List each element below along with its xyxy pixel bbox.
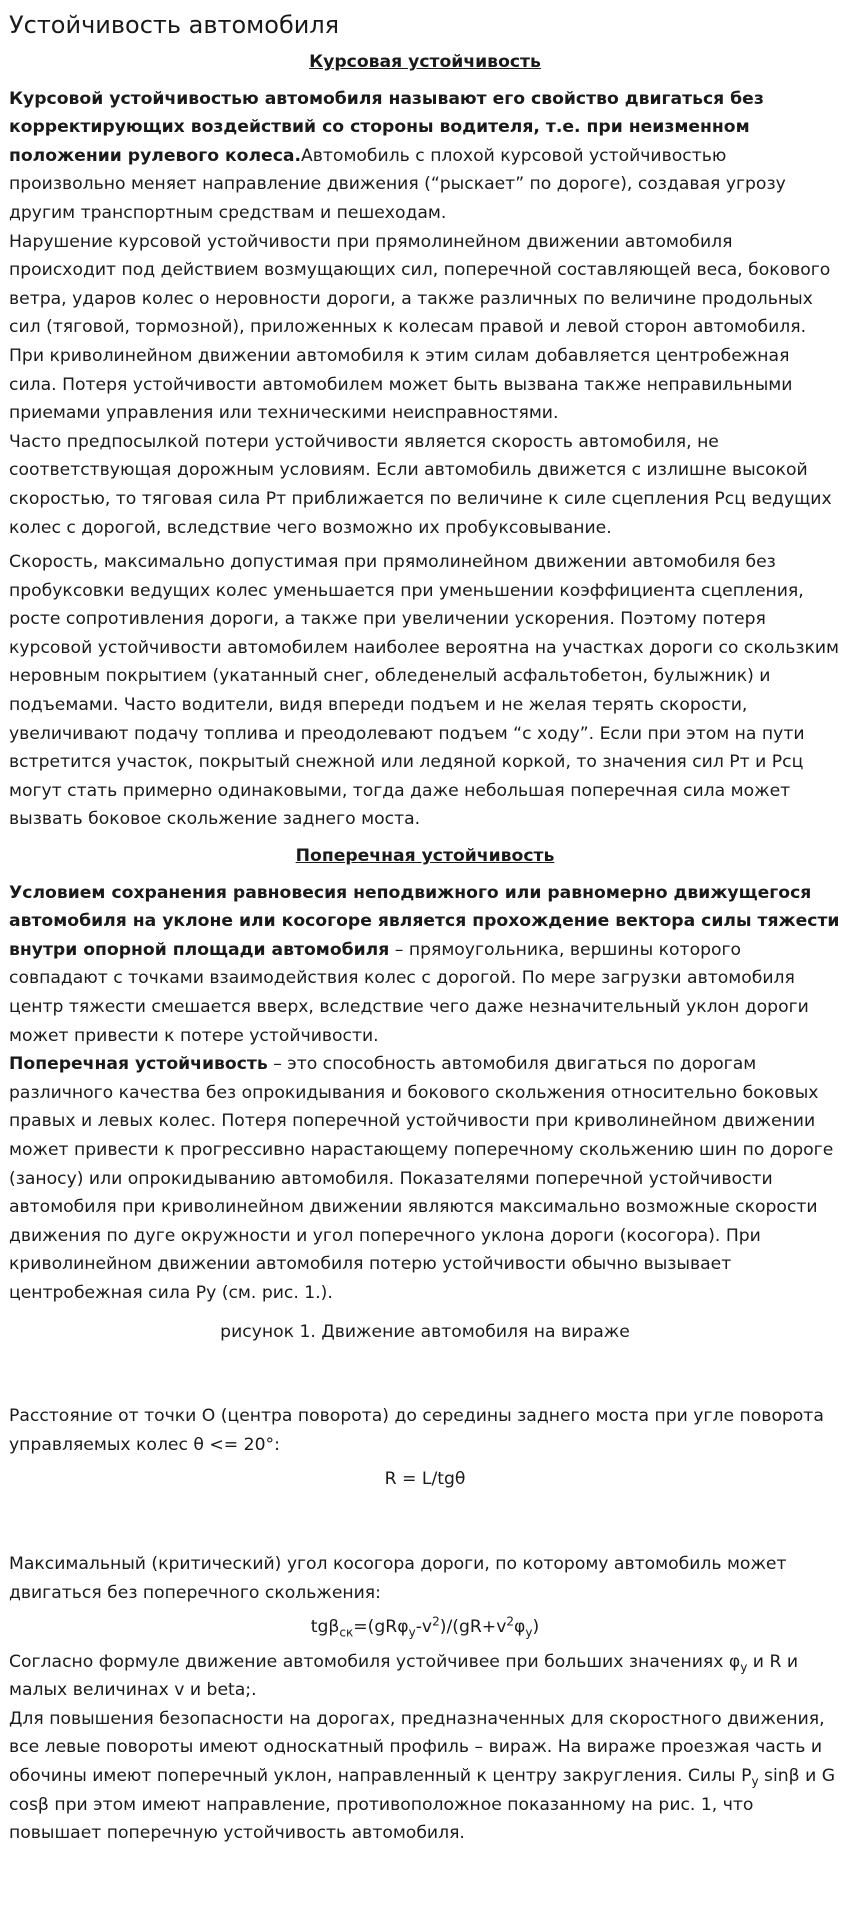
- formula-radius: R = L/tgθ: [384, 1469, 466, 1490]
- lateral-condition: Условием сохранения равновесия неподвижного или равномерно движущегося автомобиля на уклоне или косогоре является прохождение вектора силы тяжести внутри опорной площади автомобиля: [9, 882, 840, 960]
- lateral-paragraph-4: Максимальный (критический) угол косогора дороги, по которому автомобиль может двигаться без поперечного скольжения:: [9, 1553, 787, 1603]
- lateral-paragraph-1: [9, 879, 841, 1051]
- lateral-paragraph-5: Согласно формуле движение автомобиля устойчивее при больших значениях $\varphi_у$ и R и малых величинах v и beta;.: [9, 1651, 799, 1701]
- course-paragraph-1-text: Автомобиль с плохой курсовой устойчивостью произвольно меняет направление движения (“рыскает” по дороге), создавая угрозу другим транспортным средствам и пешеходам.: [9, 145, 786, 223]
- figure-caption: рисунок 1. Движение автомобиля на вираже: [220, 1321, 630, 1342]
- course-paragraph-4: Скорость, максимально допустимая при прямолинейном движении автомобиля без пробуксовки ведущих колес уменьшается при уменьшении коэффициента сцепления, росте сопротивления дороги, а также при увеличении ускорения. Поэтому потеря курсовой устойчивости автомобилем наиболее вероятна на участках дороги со скользким неровным покрытием (укатанный снег, обледенелый асфальтобетон, булыжник) и подъемами. Часто водители, видя впереди подъем и не желая терять скорости, увеличивают подачу топлива и преодолевают подъем “с ходу”. Если при этом на пути встретится участок, покрытый снежной или ледяной коркой, то значения сил Рт и Рсц могут стать примерно одинаковыми, тогда даже небольшая поперечная сила может вызвать боковое скольжение заднего моста.: [9, 552, 840, 830]
- page-title: Устойчивость автомобиля: [9, 11, 340, 39]
- section-heading-course: Курсовая устойчивость: [309, 52, 541, 72]
- lateral-paragraph-3: Расстояние от точки О (центра поворота) до середины заднего моста при угле поворота управляемых колес θ <= 20°:: [9, 1406, 824, 1455]
- lateral-paragraph-6: Для повышения безопасности на дорогах, предназначенных для скоростного движения, все левые повороты имеют односкатный профиль – вираж. На вираже проезжая часть и обочины имеют поперечный уклон, направленный к центру закругления. Силы $P_у$ sinβ и G cosβ при этом имеют направление, противоположное показанному на рис. 1, что повышает поперечную устойчивость автомобиля.: [9, 1708, 836, 1844]
- lateral-paragraph-2: [9, 1050, 841, 1307]
- course-paragraph-1: [9, 85, 841, 228]
- course-paragraph-3: Часто предпосылкой потери устойчивости является скорость автомобиля, не соответствующая дорожным условиям. Если автомобиль движется с излишне высокой скоростью, то тяговая сила Рт приближается по величине к силе сцепления Рсц ведущих колес с дорогой, вследствие чего возможно их пробуксовывание.: [9, 431, 832, 538]
- lateral-paragraph-2-text: – это способность автомобиля двигаться по дорогам различного качества без опрокидывания и бокового скольжения относительно боковых правых и левых колес. Потеря поперечной устойчивости при криволинейном движении может привести к прогрессивно нарастающему поперечному скольжению шин по дороге (заносу) или опрокидыванию автомобиля. Показателями поперечной устойчивости автомобиля при криволинейном движении являются максимально возможные скорости движения по дуге окружности и угол поперечного уклона дороги (косогора). При криволинейном движении автомобиля потерю устойчивости обычно вызывает центробежная сила Ру (см. рис. 1.).: [9, 1054, 834, 1303]
- course-definition: Курсовой устойчивостью автомобиля называют его свойство двигаться без корректирующих воздействий со стороны водителя, т.е. при неизменном положении рулевого колеса.: [9, 88, 764, 166]
- formula-critical-angle: $tg\beta_{ск}=(gR\varphi_у-v^2)/(gR+v^2\varphi_у)$: [310, 1614, 540, 1640]
- course-paragraph-2: Нарушение курсовой устойчивости при прямолинейном движении автомобиля происходит под действием возмущающих сил, поперечной составляющей веса, бокового ветра, ударов колес о неровности дороги, а также различных по величине продольных сил (тяговой, тормозной), приложенных к колесам правой и левой сторон автомобиля. При криволинейном движении автомобиля к этим силам добавляется центробежная сила. Потеря устойчивости автомобилем может быть вызвана также неправильными приемами управления или техническими неисправностями.: [9, 231, 831, 424]
- section-heading-lateral: Поперечная устойчивость: [295, 846, 555, 867]
- lateral-definition: Поперечная устойчивость: [9, 1054, 268, 1075]
- lateral-paragraph-1-text: – прямоугольника, вершины которого совпадают с точками взаимодействия колес с дорогой. По мере загрузки автомобиля центр тяжести смешается вверх, вследствие чего даже незначительный уклон дороги может привести к потере устойчивости.: [9, 939, 809, 1046]
